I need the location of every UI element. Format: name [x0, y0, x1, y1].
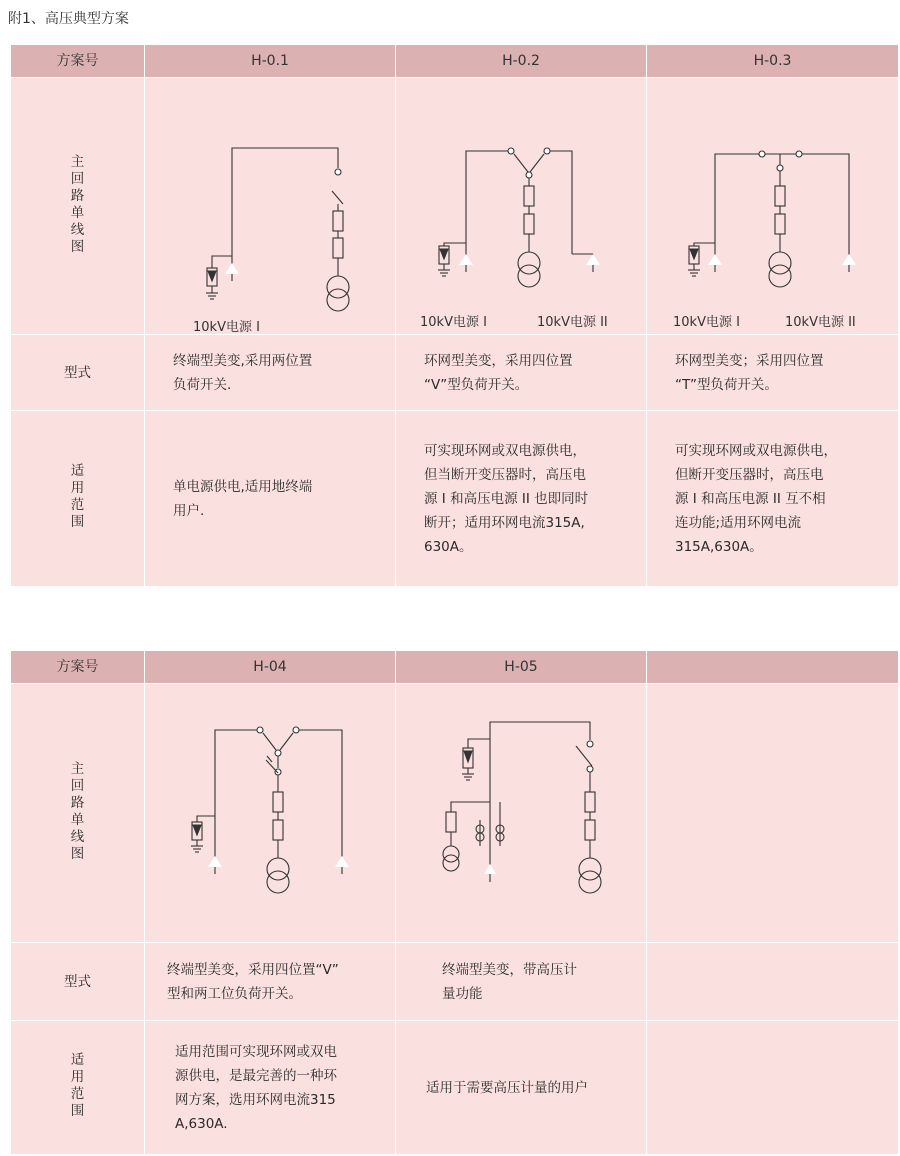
scope-cell: 单电源供电,适用地终端 用户. — [145, 411, 396, 587]
empty-cell — [647, 684, 899, 943]
row-label-diagram: 主回路单线图 — [11, 684, 145, 943]
diagram-h03 — [647, 78, 899, 335]
row-label-scope: 适用范围 — [11, 1021, 145, 1155]
diagram-row — [11, 78, 899, 335]
scope-row — [11, 411, 899, 587]
header-row — [11, 45, 899, 78]
type-row — [11, 335, 899, 411]
single-line-diagram-h04 — [145, 684, 396, 942]
svg-text:10kV电源 I: 10kV电源 I — [193, 320, 260, 334]
header-col-3: H-0.3 — [647, 45, 899, 78]
diagram-h02 — [396, 78, 647, 335]
svg-text:10kV电源 I: 10kV电源 I — [420, 315, 487, 330]
type-cell: 环网型美变；采用四位置 “T”型负荷开关。 — [647, 335, 899, 411]
single-line-diagram-h05 — [396, 684, 647, 942]
page-title: 附1、高压典型方案 — [8, 11, 129, 27]
row-label-type: 型式 — [11, 943, 145, 1021]
diagram-h04 — [145, 684, 396, 943]
header-col-3 — [647, 651, 899, 684]
scheme-table-2 — [10, 650, 899, 1155]
type-cell: 终端型美变，带高压计 量功能 — [396, 943, 647, 1021]
scope-cell: 可实现环网或双电源供电， 但断开变压器时，高压电 源 I 和高压电源 II 互不相 连功能;适用环网电流 315A,630A。 — [647, 411, 899, 587]
single-line-diagram-h03 — [647, 78, 899, 334]
type-cell: 终端型美变,采用两位置 负荷开关. — [145, 335, 396, 411]
svg-text:10kV电源 II: 10kV电源 II — [785, 315, 856, 330]
scope-cell: 适用于需要高压计量的用户 — [396, 1021, 647, 1155]
type-row — [11, 943, 899, 1021]
diagram-row — [11, 684, 899, 943]
single-line-diagram-h02 — [396, 78, 647, 334]
svg-text:10kV电源 I: 10kV电源 I — [673, 315, 740, 330]
header-col-2: H-0.2 — [396, 45, 647, 78]
scope-cell: 可实现环网或双电源供电， 但当断开变压器时，高压电 源 I 和高压电源 II 也即同时 断开；适用环网电流315A, 630A。 — [396, 411, 647, 587]
type-cell: 环网型美变，采用四位置 “V”型负荷开关。 — [396, 335, 647, 411]
type-cell: 终端型美变，采用四位置“V” 型和两工位负荷开关。 — [145, 943, 396, 1021]
scheme-table-1 — [10, 44, 899, 587]
scope-cell — [647, 1021, 899, 1155]
row-label-type: 型式 — [11, 335, 145, 411]
scope-cell: 适用范围可实现环网或双电 源供电，是最完善的一种环 网方案，选用环网电流315 A,630A. — [145, 1021, 396, 1155]
scope-row — [11, 1021, 899, 1155]
row-label-scope: 适用范围 — [11, 411, 145, 587]
diagram-h05 — [396, 684, 647, 943]
header-label: 方案号 — [11, 45, 145, 78]
single-line-diagram-h01 — [145, 78, 396, 334]
type-cell — [647, 943, 899, 1021]
header-col-2: H-05 — [396, 651, 647, 684]
header-col-1: H-04 — [145, 651, 396, 684]
svg-text:10kV电源 II: 10kV电源 II — [537, 315, 608, 330]
header-label: 方案号 — [11, 651, 145, 684]
diagram-h01 — [145, 78, 396, 335]
header-col-1: H-0.1 — [145, 45, 396, 78]
header-row — [11, 651, 899, 684]
row-label-diagram: 主回路单线图 — [11, 78, 145, 335]
